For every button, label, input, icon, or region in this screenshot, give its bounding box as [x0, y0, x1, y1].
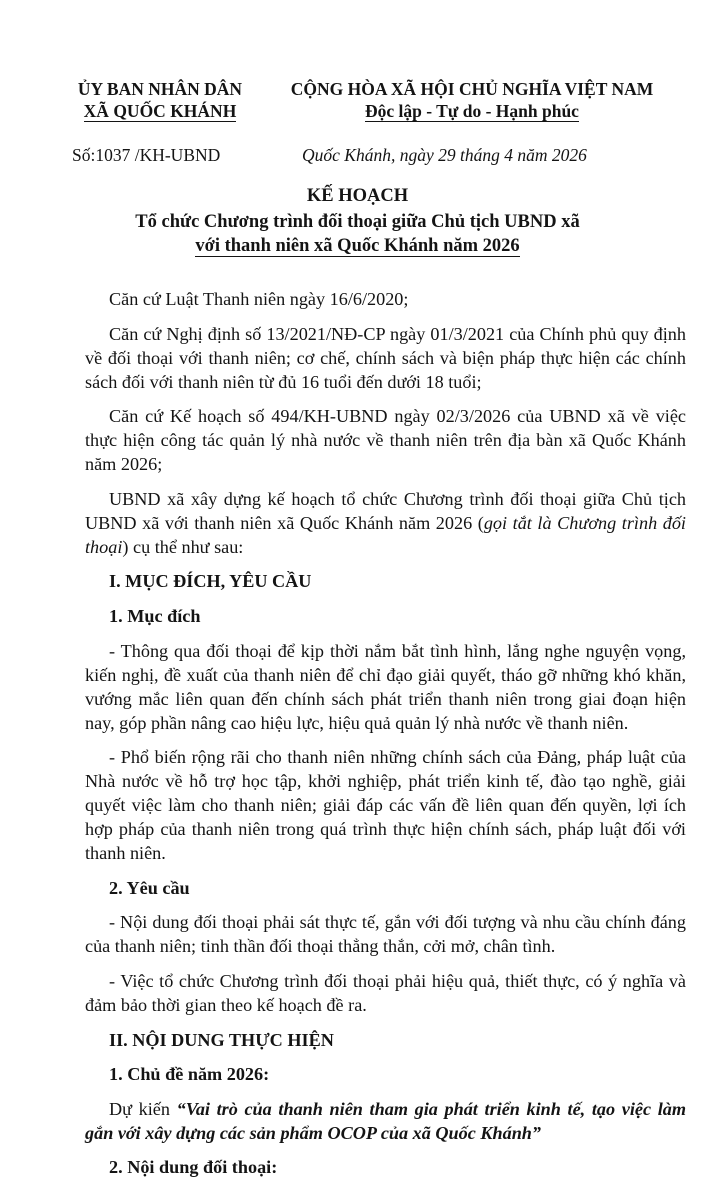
document-number: Số:1037 /KH-UBND: [72, 145, 221, 165]
purpose-item-1: - Thông qua đối thoại để kịp thời nắm bắt tình hình, lắng nghe nguyện vọng, kiến nghị, đề xuất của thanh niên để chỉ đạo giải quyết, tháo gỡ những khó khăn, vướng mắc liên quan đến chính sách phát triển thanh niên trong giai đoạn hiện nay, góp phần nâng cao hiệu lực, hiệu quả quản lý nhà nước về thanh niên.: [85, 640, 686, 733]
subsection-heading-dialogue-content: 2. Nội dung đối thoại:: [109, 1157, 278, 1178]
subsection-heading-requirements: 2. Yêu cầu: [109, 877, 190, 898]
issuing-authority: [60, 78, 260, 122]
document-body: [85, 287, 686, 1179]
legal-basis-3: Căn cứ Kế hoạch số 494/KH-UBND ngày 02/3/2026 của UBND xã về việc thực hiện công tác quản lý nhà nước về thanh niên trên địa bàn xã Quốc Khánh năm 2026;: [85, 406, 686, 475]
section-heading-1: I. MỤC ĐÍCH, YÊU CẦU: [109, 571, 312, 592]
short-name-note: gọi tắt là Chương trình đối thoại: [85, 512, 686, 557]
subsection-heading-purpose: 1. Mục đích: [109, 605, 201, 626]
motto-line: Độc lập - Tự do - Hạnh phúc: [365, 101, 579, 121]
document-kind: KẾ HOẠCH: [306, 186, 409, 206]
legal-basis-2: Căn cứ Nghị định số 13/2021/NĐ-CP ngày 01/3/2021 của Chính phủ quy định về đối thoại với thanh niên; cơ chế, chính sách và biện pháp thực hiện các chính sách đối với thanh niên từ đủ 16 tuổi đến dưới 18 tuổi;: [85, 323, 686, 392]
subject-line-1: Tổ chức Chương trình đối thoại giữa Chủ tịch UBND xã: [135, 212, 580, 232]
subject-line-2: với thanh niên xã Quốc Khánh năm 2026: [195, 236, 520, 256]
theme-paragraph: Dự kiến “Vai trò của thanh niên tham gia phát triển kinh tế, tạo việc làm gắn với xây dựng các sản phẩm OCOP của xã Quốc Khánh”: [85, 1098, 686, 1143]
section-heading-2: II. NỘI DUNG THỰC HIỆN: [109, 1029, 334, 1050]
document-subject: [80, 210, 635, 258]
theme-text: “Vai trò của thanh niên tham gia phát triển kinh tế, tạo việc làm gắn với xây dựng các sản phẩm OCOP của xã Quốc Khánh”: [85, 1098, 686, 1143]
requirement-item-2: - Việc tổ chức Chương trình đối thoại phải hiệu quả, thiết thực, có ý nghĩa và đảm bảo thời gian theo kế hoạch đề ra.: [85, 970, 686, 1015]
country-name: CỘNG HÒA XÃ HỘI CHỦ NGHĨA VIỆT NAM: [290, 79, 654, 99]
authority-line-1: ỦY BAN NHÂN DÂN: [77, 79, 243, 99]
legal-basis-1: Căn cứ Luật Thanh niên ngày 16/6/2020;: [109, 289, 409, 309]
purpose-item-2: - Phổ biến rộng rãi cho thanh niên những chính sách của Đảng, pháp luật của Nhà nước về hỗ trợ học tập, khởi nghiệp, phát triển kinh tế, đào tạo nghề, giải quyết việc làm cho thanh niên; giải đáp các vấn đề liên quan đến quyền, lợi ích hợp pháp của thanh niên trong quá trình thực hiện chính sách, pháp luật đối với thanh niên.: [85, 747, 686, 864]
requirement-item-1: - Nội dung đối thoại phải sát thực tế, gắn với đối tượng và nhu cầu chính đáng của thanh niên; tinh thần đối thoại thẳng thắn, cởi mở, chân tình.: [85, 912, 686, 957]
subsection-heading-theme: 1. Chủ đề năm 2026:: [109, 1064, 270, 1085]
national-motto: [262, 78, 682, 122]
place-and-date: Quốc Khánh, ngày 29 tháng 4 năm 2026: [302, 145, 587, 165]
authority-line-2: XÃ QUỐC KHÁNH: [83, 101, 237, 121]
intro-paragraph: UBND xã xây dựng kế hoạch tổ chức Chương trình đối thoại giữa Chủ tịch UBND xã với thanh niên xã Quốc Khánh năm 2026 (gọi tắt là Chương trình đối thoại) cụ thể như sau:: [85, 488, 686, 557]
